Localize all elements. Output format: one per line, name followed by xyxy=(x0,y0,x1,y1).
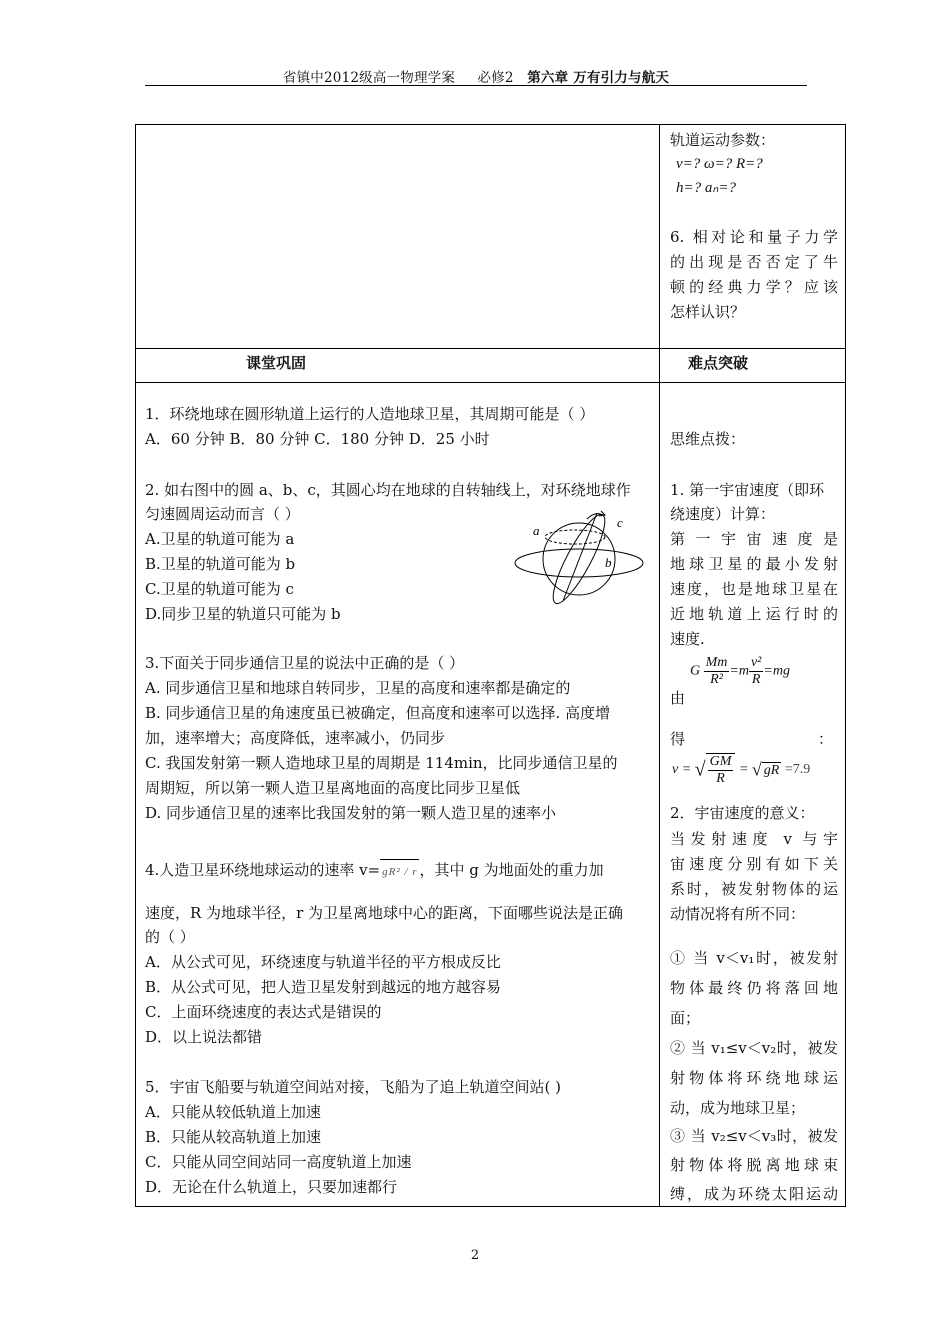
hint2-line: ③ 当 v₂≤v＜v₃时，被发 xyxy=(670,1127,838,1145)
q3-line: A. 同步通信卫星和地球自转同步，卫星的高度和速率都是确定的 xyxy=(145,679,571,697)
velocity-formula: v = √ $\frac{GM}{R}$ = √ gR =7.9 xyxy=(672,754,811,786)
hint2-line: 动情况将有所不同： xyxy=(670,905,806,923)
row-divider-top xyxy=(135,348,846,349)
f1-frac1 xyxy=(704,655,730,688)
hint2-line: ② 当 v₁≤v＜v₂时，被发 xyxy=(670,1039,838,1057)
hint2-line: 系时，被发射物体的运 xyxy=(670,880,838,898)
f1-num1: Mm xyxy=(705,655,728,670)
q6-line: 顿的经典力学？应该 xyxy=(670,278,838,296)
f2-sqrt1 xyxy=(706,753,736,787)
orbit-diagram xyxy=(505,505,645,605)
q3-line: C. 我国发射第一颗人造地球卫星的周期是 114min，比同步通信卫星的 xyxy=(145,754,618,772)
header-school: 省镇中2012级高一物理学案 xyxy=(282,70,456,86)
hint1-line: 绕速度）计算： xyxy=(670,505,776,523)
q4-stem xyxy=(145,858,604,884)
gravity-formula xyxy=(690,655,790,688)
hint2-line: 射物体将脱离地球束 xyxy=(670,1156,838,1174)
q2-option: C.卫星的轨道可能为 c xyxy=(145,580,294,598)
hint2-line: 动，成为地球卫星； xyxy=(670,1099,806,1117)
left-column-title: 课堂巩固 xyxy=(246,354,307,372)
hint2-line: 射物体将环绕地球运 xyxy=(670,1069,838,1087)
hint2-line: 当发射速度 v 与宇 xyxy=(670,830,838,848)
f1-num2: v² xyxy=(750,655,762,670)
f2-end: =7.9 xyxy=(784,762,811,778)
column-divider xyxy=(659,124,660,1207)
q4-option: B．从公式可见，把人造卫星发射到越远的地方越容易 xyxy=(145,978,502,996)
q3-stem: 3.下面关于同步通信卫星的说法中正确的是（ ） xyxy=(145,654,465,672)
hint2-line: 面； xyxy=(670,1009,701,1027)
hint1-body: 近地轨道上运行时的 xyxy=(670,605,838,623)
params-line-1: v=? ω=? R=? xyxy=(676,156,763,172)
q4-formula: gR² / r xyxy=(380,859,419,884)
hint2-title: 2．宇宙速度的意义： xyxy=(670,804,815,822)
f2-v: v = xyxy=(672,762,692,778)
hint1-body: 速度. xyxy=(670,630,705,648)
params-label: 轨道运动参数： xyxy=(670,131,776,149)
f1-den2: R xyxy=(751,672,761,687)
q2-stem: 匀速圆周运动而言（ ） xyxy=(145,505,300,523)
hint-you: 由 xyxy=(670,689,686,707)
q2-option: B.卫星的轨道可能为 b xyxy=(145,555,296,573)
q4-stem-post: ，其中 g 为地面处的重力加 xyxy=(419,861,604,879)
hint2-line: 物体最终仍将落回地 xyxy=(670,979,838,997)
hints-title: 思维点拨： xyxy=(670,430,746,448)
q6-line: 怎样认识？ xyxy=(670,303,746,321)
f2-num: GM xyxy=(709,754,732,769)
q1-stem: 1．环绕地球在圆形轨道上运行的人造地球卫星，其周期可能是（ ） xyxy=(145,405,595,423)
params-line-2: h=? aₙ=? xyxy=(676,180,736,196)
f2-eq: = xyxy=(738,762,749,778)
hint2-line: 缚，成为环绕太阳运动 xyxy=(670,1185,838,1203)
earth-axis xyxy=(563,513,597,601)
q4-stem-pre: 4.人造卫星环绕地球运动的速率 v= xyxy=(145,861,381,879)
q6-line: 6. 相对论和量子力学 xyxy=(670,228,838,246)
q4-option: C．上面环绕速度的表达式是错误的 xyxy=(145,1003,382,1021)
q5-option: B．只能从较高轨道上加速 xyxy=(145,1128,322,1146)
orbit-c xyxy=(545,509,613,605)
hint-de: 得 xyxy=(670,730,686,748)
q6-line: 的出现是否否定了牛 xyxy=(670,253,838,271)
q2-option: A.卫星的轨道可能为 a xyxy=(145,530,295,548)
q2-option: D.同步卫星的轨道只可能为 b xyxy=(145,605,341,623)
page-number: 2 xyxy=(470,1248,480,1263)
f2-sqrt2: gR xyxy=(763,762,780,778)
f2-den: R xyxy=(716,771,725,786)
hint1-body: 速度，也是地球卫星在 xyxy=(670,580,838,598)
q5-option: A．只能从较低轨道上加速 xyxy=(145,1103,321,1121)
f1-frac2 xyxy=(749,655,763,688)
label-b: b xyxy=(605,555,612,570)
f1-eq1: =m xyxy=(729,663,749,679)
f1-eq2: =mg xyxy=(763,663,790,679)
hint-colon: ： xyxy=(818,730,834,748)
q4-option: A．从公式可见，环绕速度与轨道半径的平方根成反比 xyxy=(145,953,501,971)
row-divider-title xyxy=(135,382,846,383)
orbit-b xyxy=(515,549,643,577)
f1-G: G xyxy=(690,663,701,679)
hint1-body: 地球卫星的最小发射 xyxy=(670,555,838,573)
q5-option: C．只能从同空间站同一高度轨道上加速 xyxy=(145,1153,412,1171)
hint1-body: 第一宇宙速度是 xyxy=(670,530,838,548)
page-header xyxy=(145,66,807,86)
hint1-line: 1. 第一宇宙速度（即环 xyxy=(670,481,825,499)
q2-stem: 2. 如右图中的圆 a、b、c，其圆心均在地球的自转轴线上，对环绕地球作 xyxy=(145,481,631,499)
f1-den1: R² xyxy=(710,672,723,687)
label-a: a xyxy=(533,523,540,538)
q3-line: 周期短，所以第一颗人造卫星离地面的高度比同步卫星低 xyxy=(145,779,521,797)
q3-line: B. 同步通信卫星的角速度虽已被确定，但高度和速率可以选择. 高度增 xyxy=(145,704,611,722)
label-c: c xyxy=(617,515,623,530)
q3-line: 加，速率增大；高度降低，速率减小，仍同步 xyxy=(145,729,446,747)
q4-line: 的（ ） xyxy=(145,928,195,946)
header-chapter: 第六章 万有引力与航天 xyxy=(527,70,670,86)
hint2-line: ① 当 v＜v₁时，被发射 xyxy=(670,949,838,967)
header-rule xyxy=(145,85,807,86)
q5-stem: 5．宇宙飞船要与轨道空间站对接，飞船为了追上轨道空间站( ) xyxy=(145,1078,562,1096)
q1-options: A．60 分钟 B．80 分钟 C．180 分钟 D．25 小时 xyxy=(145,430,490,448)
hint2-line: 宙速度分别有如下关 xyxy=(670,855,838,873)
q3-line: D. 同步通信卫星的速率比我国发射的第一颗人造卫星的速率小 xyxy=(145,804,557,822)
header-book: 必修2 xyxy=(477,70,514,86)
q5-option: D．无论在什么轨道上，只要加速都行 xyxy=(145,1178,398,1196)
right-column-title: 难点突破 xyxy=(688,354,749,372)
q4-option: D．以上说法都错 xyxy=(145,1028,263,1046)
q4-line: 速度，R 为地球半径，r 为卫星离地球中心的距离，下面哪些说法是正确 xyxy=(145,904,624,922)
